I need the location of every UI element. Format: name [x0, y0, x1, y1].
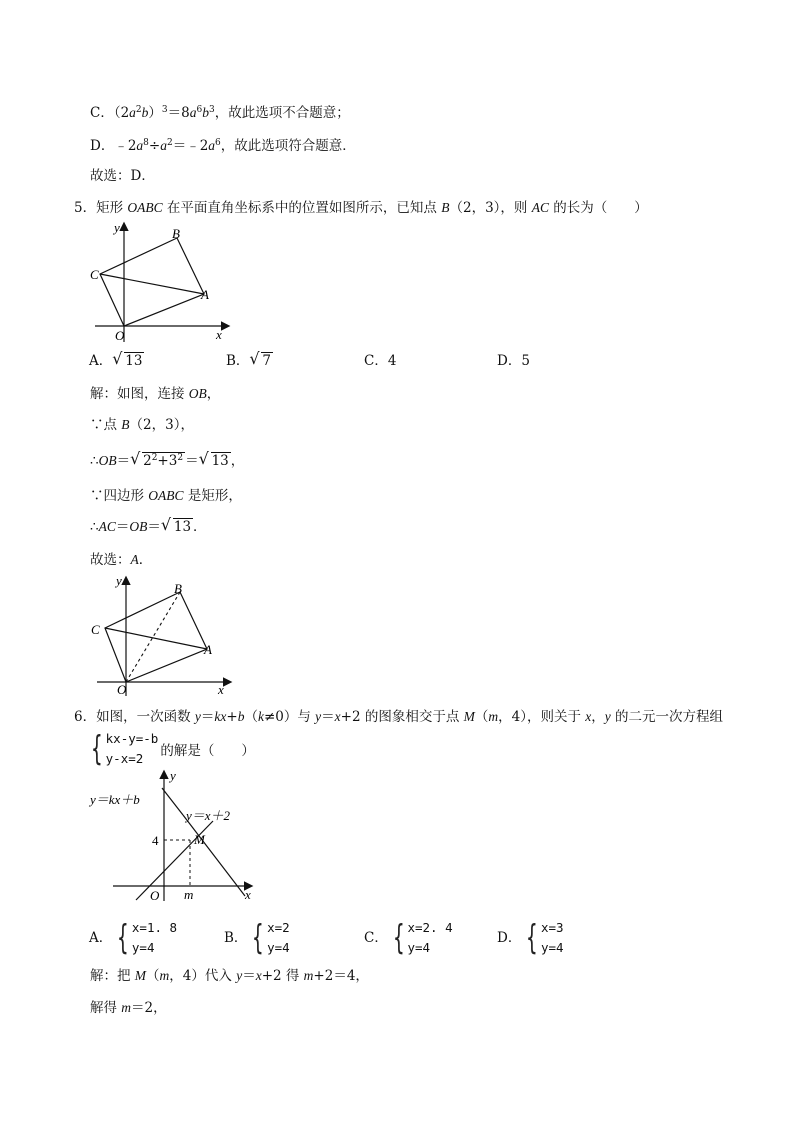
q6-label-y: y [170, 768, 176, 783]
q5-fig1-label-x: x [216, 327, 222, 342]
q6-system-tail: 的解是（ ） [160, 743, 255, 759]
q5-fig2-diagonal-ac [105, 628, 207, 649]
brace-icon: { [526, 918, 539, 958]
q6-label-four: 4 [152, 833, 159, 848]
q6-option-b: B． { x=2 y=4 [224, 918, 290, 958]
q5-solution-line-5: ∴AC＝OB＝ √ 13 ． [90, 515, 207, 535]
q5-fig1-label-c: C [90, 267, 99, 282]
brace-icon: { [117, 918, 130, 958]
q5-fig1-label-y: y [114, 220, 120, 235]
q6-label-line1: y＝kx＋b [90, 792, 140, 807]
brace-icon: { [252, 918, 265, 958]
q5-fig2-label-a: A [204, 642, 212, 657]
q5-solution-line-1: 解：如图，连接 OB， [90, 386, 221, 402]
q6-equation-system [86, 729, 255, 769]
q5-fig1-diagonal-ac [100, 274, 204, 294]
q5-solution-line-2: ∵点 B（2，3）， [90, 417, 194, 433]
brace-icon: { [392, 918, 405, 958]
q6-solution-line-2: 解得 m＝2， [90, 1000, 167, 1016]
prev-option-d: D．$﹣2a^8\div a^2=﹣2a^6$，故此选项符合题意． [90, 138, 356, 154]
q5-stem: 5．矩形 OABC 在平面直角坐标系中的位置如图所示，已知点 B（2，3），则 AC 的长为（ ） [74, 200, 648, 216]
q6-line-kx-plus-b [183, 815, 245, 896]
q5-option-b: B． √ 7 [226, 349, 272, 369]
prev-option-c: C．$(2a^2b)^3=8a^6b^3$，故此选项不合题意； [90, 105, 350, 121]
q6-label-x: x [245, 887, 251, 902]
q6-option-d: D． { x=3 y=4 [497, 918, 564, 958]
q5-fig1-rectangle [100, 238, 204, 326]
q6-label-m-point: M [194, 832, 205, 847]
q5-fig2-label-x: x [218, 682, 224, 697]
q6-option-a: A． { x=1. 8 y=4 [89, 918, 178, 958]
q6-system-row-2: y-x=2 [105, 751, 144, 766]
q5-option-c: C．4 [364, 353, 397, 369]
q5-solution-line-3: ∴OB＝ √ $2^2+3^2$ ＝ √ 13 ， [90, 449, 245, 469]
prev-answer: 故选：D． [90, 168, 155, 184]
q6-stem: 6．如图，一次函数 y＝kx+b（k≠0）与 y＝x+2 的图象相交于点 M（m，4），则关于 x，y 的二元一次方程组 [74, 709, 724, 725]
q6-label-line2: y＝x＋2 [186, 808, 231, 823]
q5-fig1-label-b: B [172, 226, 180, 241]
q5-fig1-label-a: A [201, 287, 209, 302]
q5-fig2-label-y: y [116, 573, 122, 588]
q6-label-m-tick: m [184, 887, 194, 902]
q5-fig2-label-o: O [117, 682, 127, 697]
q5-option-d: D．5 [497, 353, 530, 369]
q5-fig2-label-c: C [91, 622, 100, 637]
q5-fig1-label-o: O [115, 328, 125, 343]
q5-option-a: A． √ 13 [89, 349, 143, 369]
q6-line-kx-plus-b-upper [162, 788, 183, 815]
q5-answer: 故选：A． [90, 552, 153, 568]
q5-fig2-rectangle [105, 592, 207, 682]
q5-solution-line-4: ∵四边形 OABC 是矩形， [90, 488, 242, 504]
brace-icon: { [90, 729, 103, 769]
q6-solution-line-1: 解：把 M（m，4）代入 y＝x+2 得 m+2＝4， [90, 968, 369, 984]
q6-system-row-1: kx-y=-b [105, 731, 159, 746]
q5-fig2-label-b: B [174, 581, 182, 596]
q5-figure-2 [85, 570, 245, 700]
q5-figure-1 [85, 218, 245, 348]
q6-option-c: C． { x=2. 4 y=4 [364, 918, 453, 958]
q6-figure [88, 768, 263, 908]
q6-label-o: O [150, 888, 160, 903]
